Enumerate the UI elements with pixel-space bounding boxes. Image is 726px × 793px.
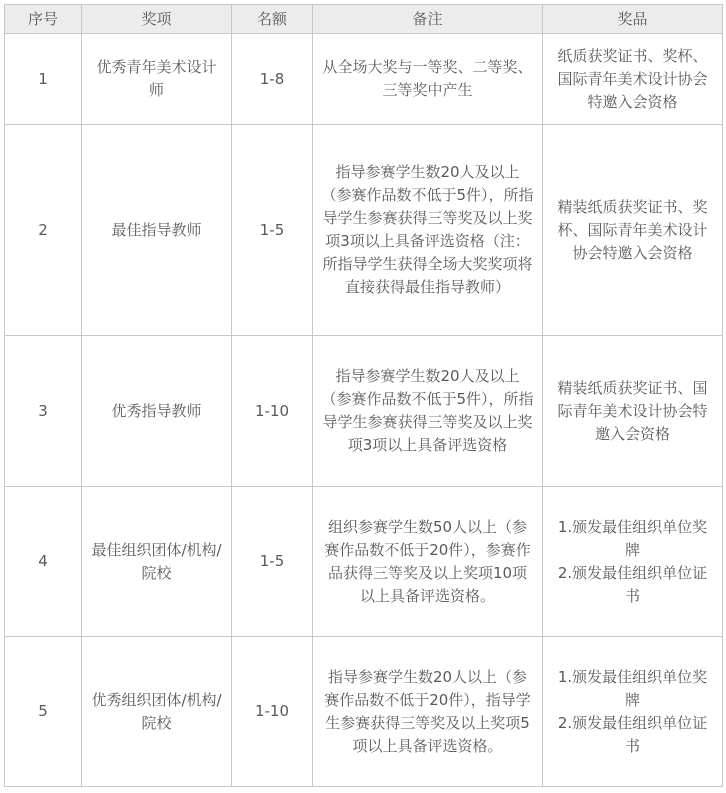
- header-row: [5, 5, 723, 34]
- cell-quota: 1-8: [232, 34, 313, 125]
- cell-note: 指导参赛学生数20人以上（参赛作品数不低于20件），指导学生参赛获得三等奖及以上奖项5项以上具备评选资格。: [313, 637, 543, 787]
- cell-no: 1: [5, 34, 82, 125]
- cell-award: 最佳指导教师: [82, 125, 232, 336]
- prize-line: 精装纸质获奖证书、奖杯、国际青年美术设计协会特邀入会资格: [557, 197, 708, 262]
- awards-table: [4, 4, 723, 787]
- prize-line: 纸质获奖证书、奖杯、国际青年美术设计协会特邀入会资格: [557, 46, 708, 111]
- cell-award: 最佳组织团体/机构/院校: [82, 487, 232, 637]
- cell-no: 3: [5, 336, 82, 487]
- prize-line: 2.颁发最佳组织单位证书: [557, 563, 708, 605]
- cell-note: 指导参赛学生数20人及以上（参赛作品数不低于5件），所指导学生参赛获得三等奖及以上奖项3项以上具备评选资格: [313, 336, 543, 487]
- cell-no: 5: [5, 637, 82, 787]
- cell-prize: [543, 125, 723, 336]
- cell-award: 优秀组织团体/机构/院校: [82, 637, 232, 787]
- table-row: [5, 487, 723, 637]
- cell-award: 优秀青年美术设计师: [82, 34, 232, 125]
- cell-quota: 1-5: [232, 125, 313, 336]
- header-no: 序号: [5, 5, 82, 34]
- cell-no: 4: [5, 487, 82, 637]
- cell-quota: 1-5: [232, 487, 313, 637]
- table-row: [5, 34, 723, 125]
- header-quota: 名额: [232, 5, 313, 34]
- header-prize: 奖品: [543, 5, 723, 34]
- cell-no: 2: [5, 125, 82, 336]
- cell-prize: [543, 637, 723, 787]
- cell-prize: [543, 34, 723, 125]
- header-note: 备注: [313, 5, 543, 34]
- cell-note: 组织参赛学生数50人以上（参赛作品数不低于20件），参赛作品获得三等奖及以上奖项10项以上具备评选资格。: [313, 487, 543, 637]
- cell-award: 优秀指导教师: [82, 336, 232, 487]
- table-header: [5, 5, 723, 34]
- cell-prize: [543, 336, 723, 487]
- prize-line: 1.颁发最佳组织单位奖牌: [557, 667, 708, 709]
- header-award: 奖项: [82, 5, 232, 34]
- cell-note: 指导参赛学生数20人及以上（参赛作品数不低于5件），所指导学生参赛获得三等奖及以上奖项3项以上具备评选资格（注：所指导学生获得全场大奖奖项将直接获得最佳指导教师）: [313, 125, 543, 336]
- prize-line: 精装纸质获奖证书、国际青年美术设计协会特邀入会资格: [557, 378, 708, 443]
- table-body: [5, 34, 723, 787]
- cell-quota: 1-10: [232, 637, 313, 787]
- table-row: [5, 336, 723, 487]
- prize-line: 1.颁发最佳组织单位奖牌: [557, 517, 708, 559]
- cell-quota: 1-10: [232, 336, 313, 487]
- cell-note: 从全场大奖与一等奖、二等奖、三等奖中产生: [313, 34, 543, 125]
- cell-prize: [543, 487, 723, 637]
- table-row: [5, 125, 723, 336]
- table-row: [5, 637, 723, 787]
- prize-line: 2.颁发最佳组织单位证书: [557, 713, 708, 755]
